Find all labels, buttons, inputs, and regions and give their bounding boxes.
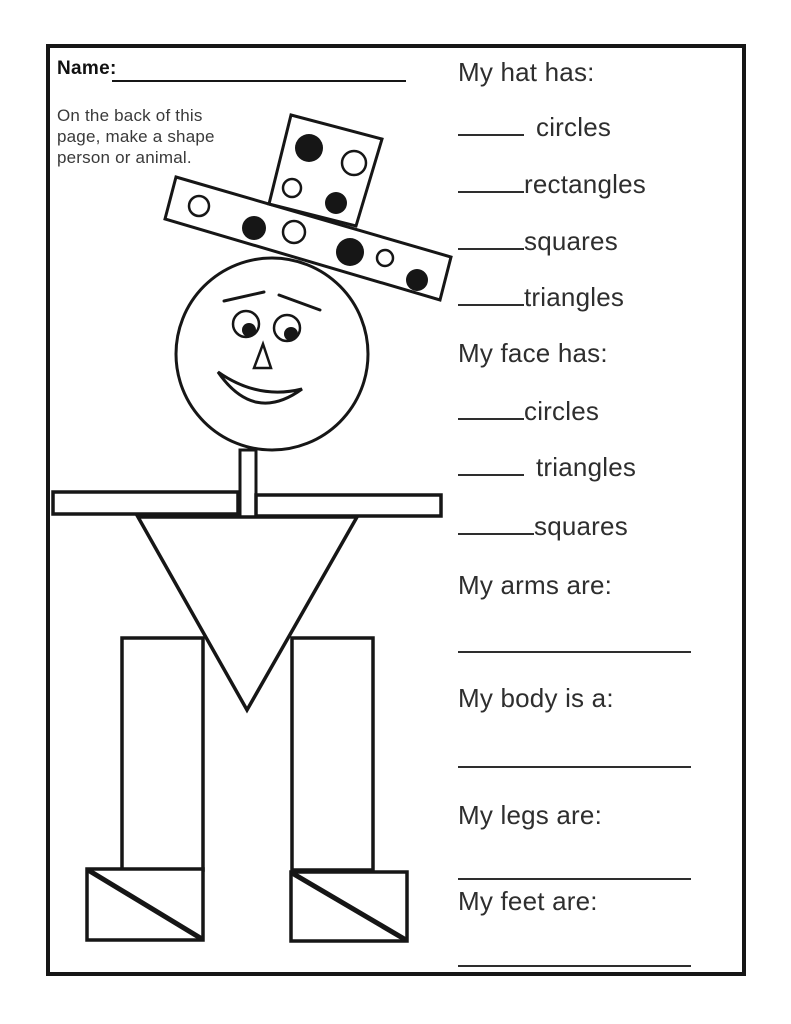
brim-dot-white-circle [189,196,209,216]
right-pupil [284,327,298,341]
answer-row-face-triangles [458,452,636,482]
brim-dot-white-circle [283,221,305,243]
crown-dot-black-circle [295,134,323,162]
brim-dot-black-circle [406,269,428,291]
answer-line-feet[interactable] [458,965,691,967]
answer-line-body[interactable] [458,766,691,768]
word-triangles: triangles [536,452,637,482]
answer-row-hat-rectangles [458,169,646,199]
brim-dot-white-circle [377,250,393,266]
neck-rectangle [240,450,256,517]
hat-crown-square [269,115,382,226]
answer-blank-hat-triangles[interactable] [458,284,524,306]
answer-blank-face-circles[interactable] [458,398,524,420]
answer-blank-hat-rectangles[interactable] [458,171,524,193]
question-hat-heading: My hat has: [458,57,595,87]
crown-dot-white-circle [283,179,301,197]
name-label: Name: [57,58,117,79]
brim-dot-black-circle [242,216,266,240]
left-arm-rectangle [53,492,238,514]
left-pupil [242,323,256,337]
answer-blank-face-triangles[interactable] [458,454,524,476]
word-rectangles: rectangles [524,169,646,199]
brim-dot-black-circle [336,238,364,266]
word-triangles: triangles [524,282,625,312]
answer-row-hat-squares [458,226,618,256]
crown-dot-white-circle [342,151,366,175]
answer-line-arms[interactable] [458,651,691,653]
question-body-heading: My body is a: [458,683,614,713]
face-circle [176,258,368,450]
answer-row-face-circles [458,396,599,426]
left-leg-rectangle [122,638,203,870]
answer-blank-face-squares[interactable] [458,513,534,535]
answer-line-legs[interactable] [458,878,691,880]
word-circles: circles [524,396,600,426]
question-feet-heading: My feet are: [458,886,598,916]
answer-row-hat-circles [458,112,611,142]
answer-row-hat-triangles [458,282,624,312]
right-leg-rectangle [292,638,373,870]
question-arms-heading: My arms are: [458,570,613,600]
answer-blank-hat-circles[interactable] [458,114,524,136]
word-squares: squares [534,511,628,541]
word-squares: squares [524,226,618,256]
answer-row-face-squares [458,511,628,541]
right-arm-rectangle [256,495,441,516]
answer-blank-hat-squares[interactable] [458,228,524,250]
question-face-heading: My face has: [458,338,608,368]
question-legs-heading: My legs are: [458,800,603,830]
crown-dot-black-circle [325,192,347,214]
name-blank-line[interactable] [112,58,406,82]
word-circles: circles [536,112,612,142]
instruction-text: On the back of this page, make a shape person or animal. [57,106,215,167]
